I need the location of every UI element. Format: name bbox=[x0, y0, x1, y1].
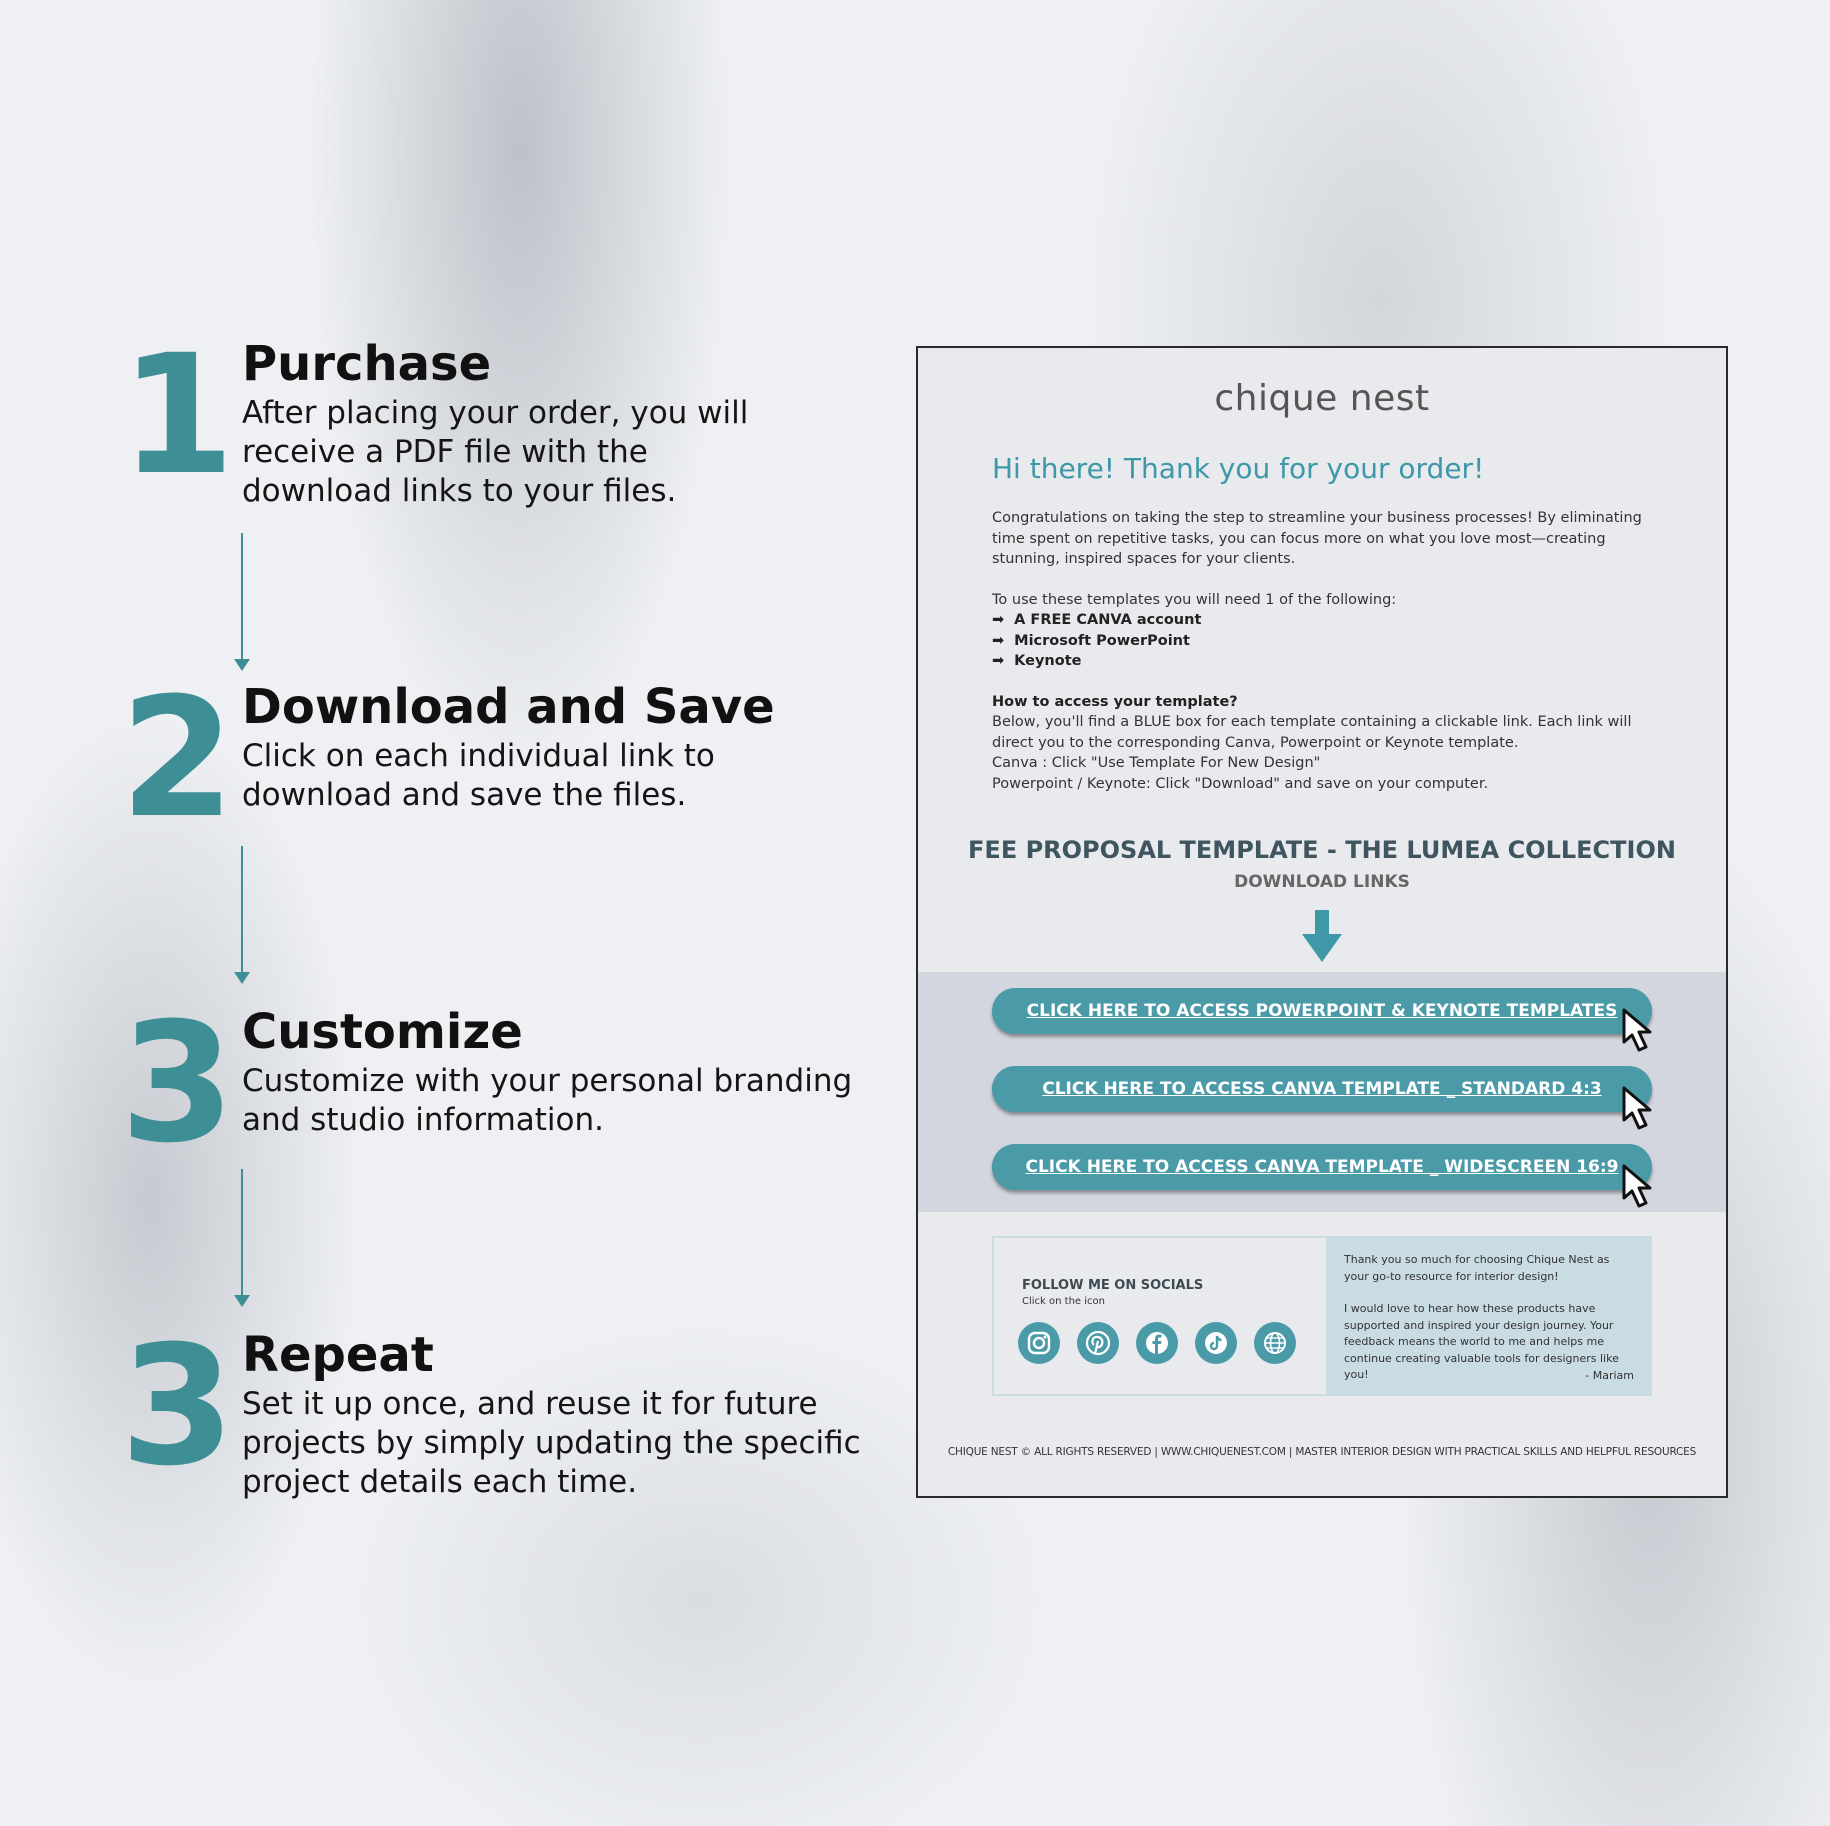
howto-line: Below, you'll find a BLUE box for each template containing a clickable link. Each link will direct you to the corresponding Canva, Powerpoint or Keynote template. bbox=[992, 714, 1632, 751]
step-title: Download and Save bbox=[242, 679, 775, 735]
down-arrow-icon bbox=[1302, 910, 1342, 962]
step-connector-arrow bbox=[241, 846, 243, 974]
step-description: Customize with your personal branding and studio information. bbox=[242, 1063, 853, 1138]
socials-panel bbox=[992, 1236, 1328, 1396]
step-title: Customize bbox=[242, 1004, 523, 1060]
follow-heading: FOLLOW ME ON SOCIALS bbox=[1022, 1278, 1204, 1293]
requirement-item: ➡ A FREE CANVA account bbox=[992, 610, 1656, 631]
intro-paragraph: Congratulations on taking the step to streamline your business processes! By eliminating time spent on repetitive tasks, you can focus more on what you love most—creating stunning, inspired spaces for your clients. bbox=[992, 510, 1642, 567]
cursor-pointer-icon bbox=[1620, 1164, 1660, 1208]
link-label: CLICK HERE TO ACCESS POWERPOINT & KEYNOTE TEMPLATES bbox=[1026, 1001, 1618, 1021]
requirement-item: ➡ Microsoft PowerPoint bbox=[992, 631, 1656, 652]
howto-heading: How to access your template? bbox=[992, 693, 1238, 710]
facebook-icon[interactable] bbox=[1136, 1322, 1178, 1364]
step-number: 3 bbox=[120, 987, 235, 1179]
brand-logo: chique nest bbox=[1214, 378, 1430, 419]
requirements-list bbox=[992, 610, 1656, 672]
step-description: Set it up once, and reuse it for future projects by simply updating the specific project details each time. bbox=[242, 1386, 861, 1500]
instagram-icon[interactable] bbox=[1018, 1322, 1060, 1364]
greeting-heading: Hi there! Thank you for your order! bbox=[992, 452, 1485, 485]
step-title: Repeat bbox=[242, 1327, 434, 1383]
step-connector-arrow bbox=[241, 1169, 243, 1297]
step-number: 2 bbox=[120, 662, 235, 854]
pinterest-icon[interactable] bbox=[1077, 1322, 1119, 1364]
pdf-preview bbox=[916, 346, 1728, 1498]
canva-standard-link-button[interactable] bbox=[992, 1066, 1652, 1112]
requirements-intro: To use these templates you will need 1 of the following: bbox=[992, 591, 1397, 608]
step-connector-arrow bbox=[241, 533, 243, 661]
collection-subtitle: DOWNLOAD LINKS bbox=[1234, 872, 1410, 892]
collection-title: FEE PROPOSAL TEMPLATE - THE LUMEA COLLECTION bbox=[968, 836, 1676, 864]
thank-you-note bbox=[1326, 1236, 1652, 1396]
social-icons bbox=[1018, 1322, 1296, 1364]
step-description: After placing your order, you will receive a PDF file with the download links to your files. bbox=[242, 395, 749, 509]
step-title: Purchase bbox=[242, 336, 492, 392]
cursor-pointer-icon bbox=[1620, 1008, 1660, 1052]
tiktok-icon[interactable] bbox=[1195, 1322, 1237, 1364]
follow-subheading: Click on the icon bbox=[1022, 1296, 1105, 1307]
step-description: Click on each individual link to download and save the files. bbox=[242, 738, 715, 813]
powerpoint-keynote-link-button[interactable] bbox=[992, 988, 1652, 1034]
howto-line: Powerpoint / Keynote: Click "Download" and save on your computer. bbox=[992, 775, 1489, 792]
link-label: CLICK HERE TO ACCESS CANVA TEMPLATE _ STANDARD 4:3 bbox=[1042, 1079, 1602, 1099]
intro-body bbox=[992, 508, 1656, 794]
thanks-paragraph: Thank you so much for choosing Chique Nest as your go-to resource for interior design! bbox=[1344, 1253, 1610, 1283]
step-number: 3 bbox=[120, 1310, 235, 1502]
thanks-paragraph: I would love to hear how these products have supported and inspired your design journey. Your feedback means the world to me and helps me continue creating valuable tools for designers like you! bbox=[1344, 1302, 1619, 1381]
signature: - Mariam bbox=[1585, 1368, 1634, 1382]
requirement-item: ➡ Keynote bbox=[992, 651, 1656, 672]
link-label: CLICK HERE TO ACCESS CANVA TEMPLATE _ WIDESCREEN 16:9 bbox=[1025, 1157, 1619, 1177]
download-links-band bbox=[918, 972, 1726, 1212]
footer-text: CHIQUE NEST © ALL RIGHTS RESERVED | WWW.CHIQUENEST.COM | MASTER INTERIOR DESIGN WITH PRACTICAL SKILLS AND HELPFUL RESOURCES bbox=[947, 1446, 1697, 1458]
canva-widescreen-link-button[interactable] bbox=[992, 1144, 1652, 1190]
globe-icon[interactable] bbox=[1254, 1322, 1296, 1364]
howto-line: Canva : Click "Use Template For New Design" bbox=[992, 755, 1321, 771]
step-number: 1 bbox=[120, 319, 235, 511]
cursor-pointer-icon bbox=[1620, 1086, 1660, 1130]
